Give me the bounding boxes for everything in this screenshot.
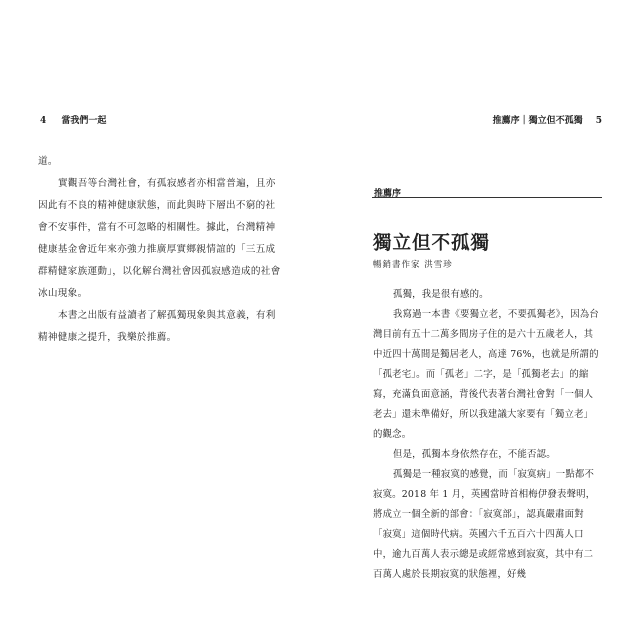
- left-body-text: [38, 151, 282, 349]
- left-running-header: [40, 113, 106, 126]
- right-paragraph: 我寫過一本書《要獨立老，不要孤獨老》，因為台灣目前有五十二萬多間房子住的是六十五歲老人，其中近四十萬間是獨居老人，高達 76%，也就是所謂的「孤老宅」。而「孤老」二字，是「孤獨老去」的縮寫，充滿負面意涵，背後代表著台灣社會對「一個人老去」還未準備好，所以我建議大家要有「獨立老」的觀念。: [373, 309, 599, 440]
- left-page-number: 4: [40, 116, 47, 126]
- right-running-header: [493, 113, 602, 126]
- section-divider: [372, 197, 602, 198]
- chapter-title: 獨立但不孤獨: [373, 233, 491, 254]
- right-paragraph: 孤獨，我是很有感的。: [393, 289, 489, 300]
- right-running-head: 推薦序｜獨立但不孤獨: [492, 116, 583, 126]
- right-paragraph: 孤獨是一種寂寞的感覺，而「寂寞病」一點都不寂寞。2018 年 1 月，英國當時首相梅伊發表聲明，將成立一個全新的部會：「寂寞部」，認真嚴肅面對「寂寞」這個時代病。英國六千五百六十四萬人口中，逾九百萬人表示總是或經常感到寂寞，其中有二百萬人處於長期寂寞的狀態裡，好幾: [373, 469, 596, 580]
- author-byline: 暢銷書作家 洪雪珍: [373, 260, 453, 270]
- left-paragraph: 本書之出版有益讀者了解孤獨現象與其意義，有利精神健康之提升，我樂於推薦。: [38, 310, 276, 343]
- section-label: 推薦序: [374, 189, 402, 199]
- right-paragraph: 但是，孤獨本身依然存在，不能否認。: [393, 449, 556, 460]
- right-page-number: 5: [595, 116, 602, 126]
- left-running-head: 當我們一起: [61, 116, 107, 126]
- left-paragraph: 道。: [38, 156, 58, 167]
- right-body-text: [373, 285, 602, 585]
- right-page: [320, 0, 640, 640]
- left-paragraph: 實觀吾等台灣社會，有孤寂感者亦相當普遍，且亦因此有不良的精神健康狀態，而此與時下層出不窮的社會不安事件，當有不可忽略的相關性。據此，台灣精神健康基金會近年來亦強力推廣厚實鄉親情誼的「三五成群精健家族運動」，以化解台灣社會因孤寂感造成的社會冰山現象。: [38, 178, 281, 299]
